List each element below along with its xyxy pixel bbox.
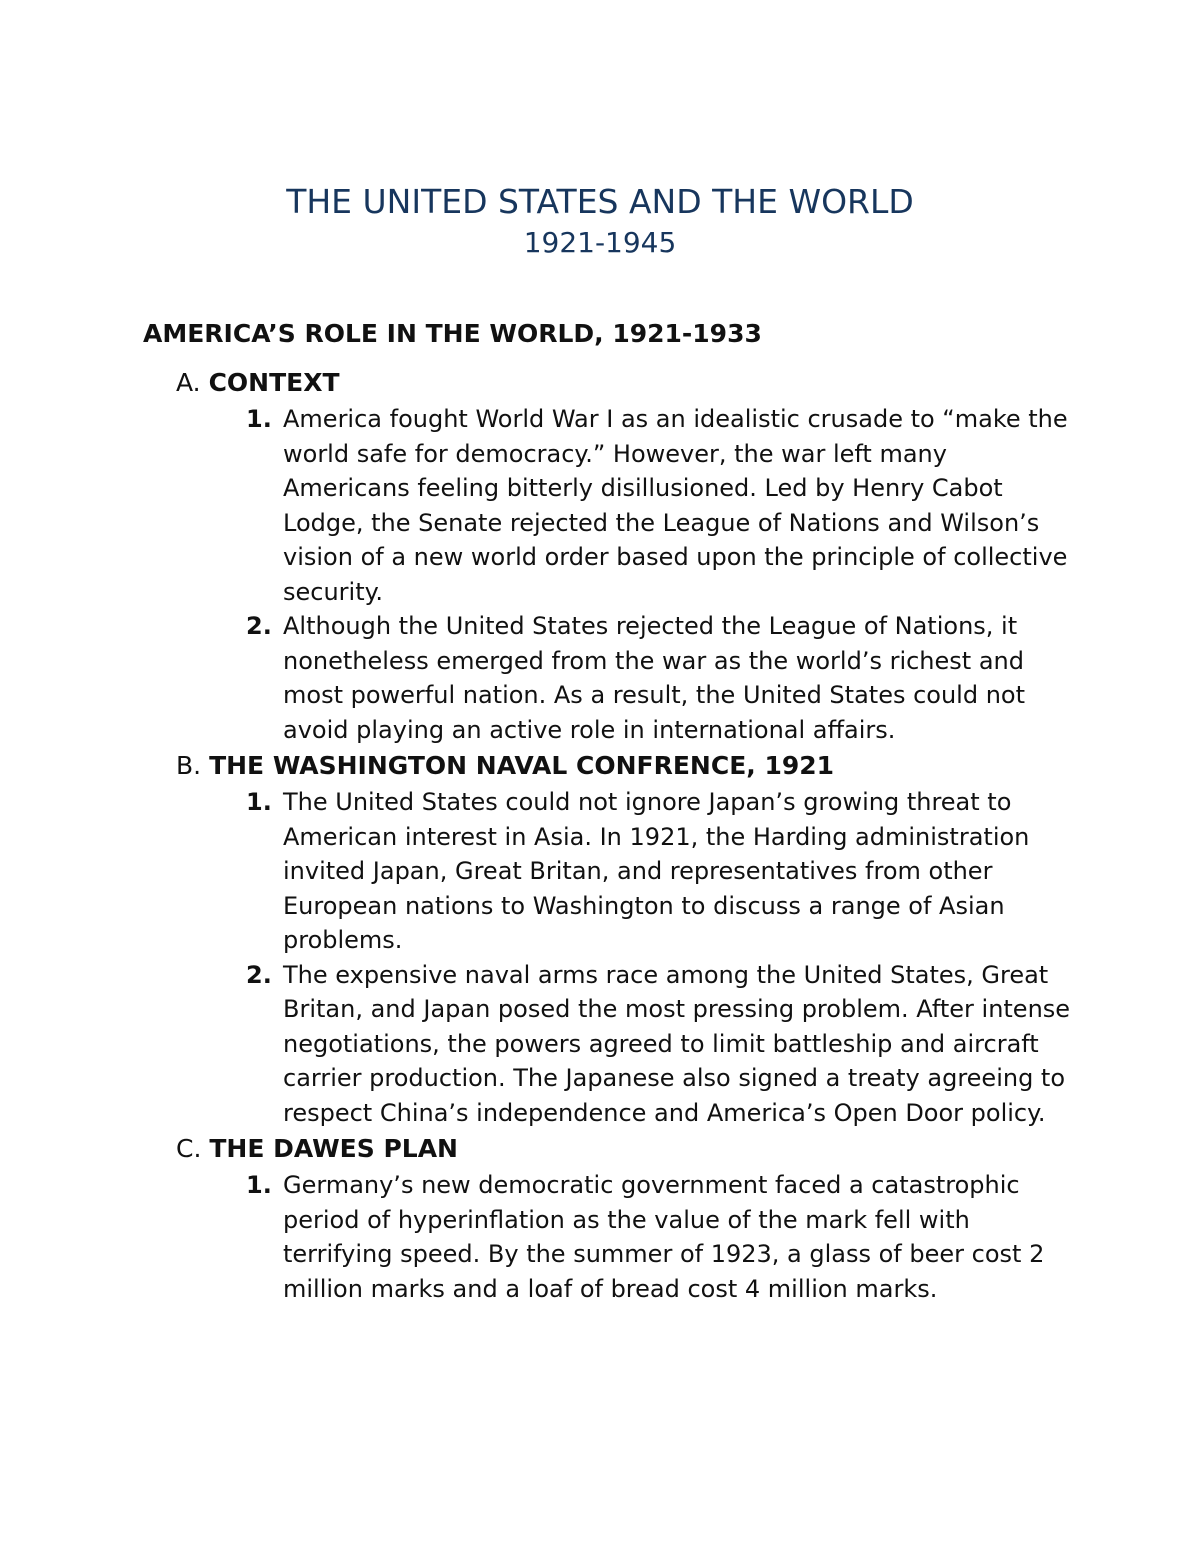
item-text: The expensive naval arms race among the United States, Great Britan, and Japan posed the most pressing problem. After intense negotiations, the powers agreed to limit battleship and aircraft carrier production. The Japanese also signed a treaty agreeing to respect China’s independence and America’s Open Door policy. (283, 960, 1071, 1127)
list-item (246, 785, 1073, 958)
page-subtitle: 1921-1945 (523, 226, 677, 259)
list-item (246, 958, 1073, 1131)
item-text: Germany’s new democratic government faced a catastrophic period of hyperinflation as the value of the mark fell with terrifying speed. By the summer of 1923, a glass of beer cost 2 million marks and a loaf of bread cost 4 million marks. (283, 1171, 1045, 1303)
subsection-letter: C. (176, 1134, 202, 1163)
list-item (246, 402, 1073, 609)
subsection-title: THE DAWES PLAN (209, 1134, 458, 1163)
subsection-letter: B. (176, 751, 202, 780)
subsection-heading-washington-naval-conference (176, 747, 1200, 785)
item-number: 1. (246, 405, 272, 433)
item-text: Although the United States rejected the League of Nations, it nonetheless emerged from the war as the world’s richest and most powerful nation. As a result, the United States could not avoid playing an active role in international affairs. (283, 612, 1026, 744)
subsection-heading-dawes-plan (176, 1130, 1200, 1168)
item-number: 2. (246, 960, 272, 989)
outline (0, 364, 1200, 1306)
page-title: THE UNITED STATES AND THE WORLD (286, 182, 914, 221)
item-text: The United States could not ignore Japan’s growing threat to American interest in Asia. In 1921, the Harding administration invited Japan, Great Britan, and representatives from other European nations to Washington to discuss a range of Asian problems. (283, 788, 1030, 954)
item-number: 2. (246, 612, 272, 640)
subsection-heading-context (176, 364, 1200, 402)
item-number: 1. (246, 788, 272, 816)
subsection-title: THE WASHINGTON NAVAL CONFRENCE, 1921 (209, 751, 835, 780)
subsection-title: CONTEXT (208, 368, 340, 397)
list-item (246, 1168, 1073, 1306)
item-text: America fought World War I as an idealistic crusade to “make the world safe for democracy.” However, the war left many Americans feeling bitterly disillusioned. Led by Henry Cabot Lodge, the Senate rejected the League of Nations and Wilson’s vision of a new world order based upon the principle of collective security. (283, 405, 1068, 606)
item-number: 1. (246, 1171, 272, 1199)
subsection-letter: A. (176, 368, 201, 397)
section-heading: AMERICA’S ROLE IN THE WORLD, 1921-1933 (143, 319, 762, 348)
list-item (246, 609, 1073, 747)
